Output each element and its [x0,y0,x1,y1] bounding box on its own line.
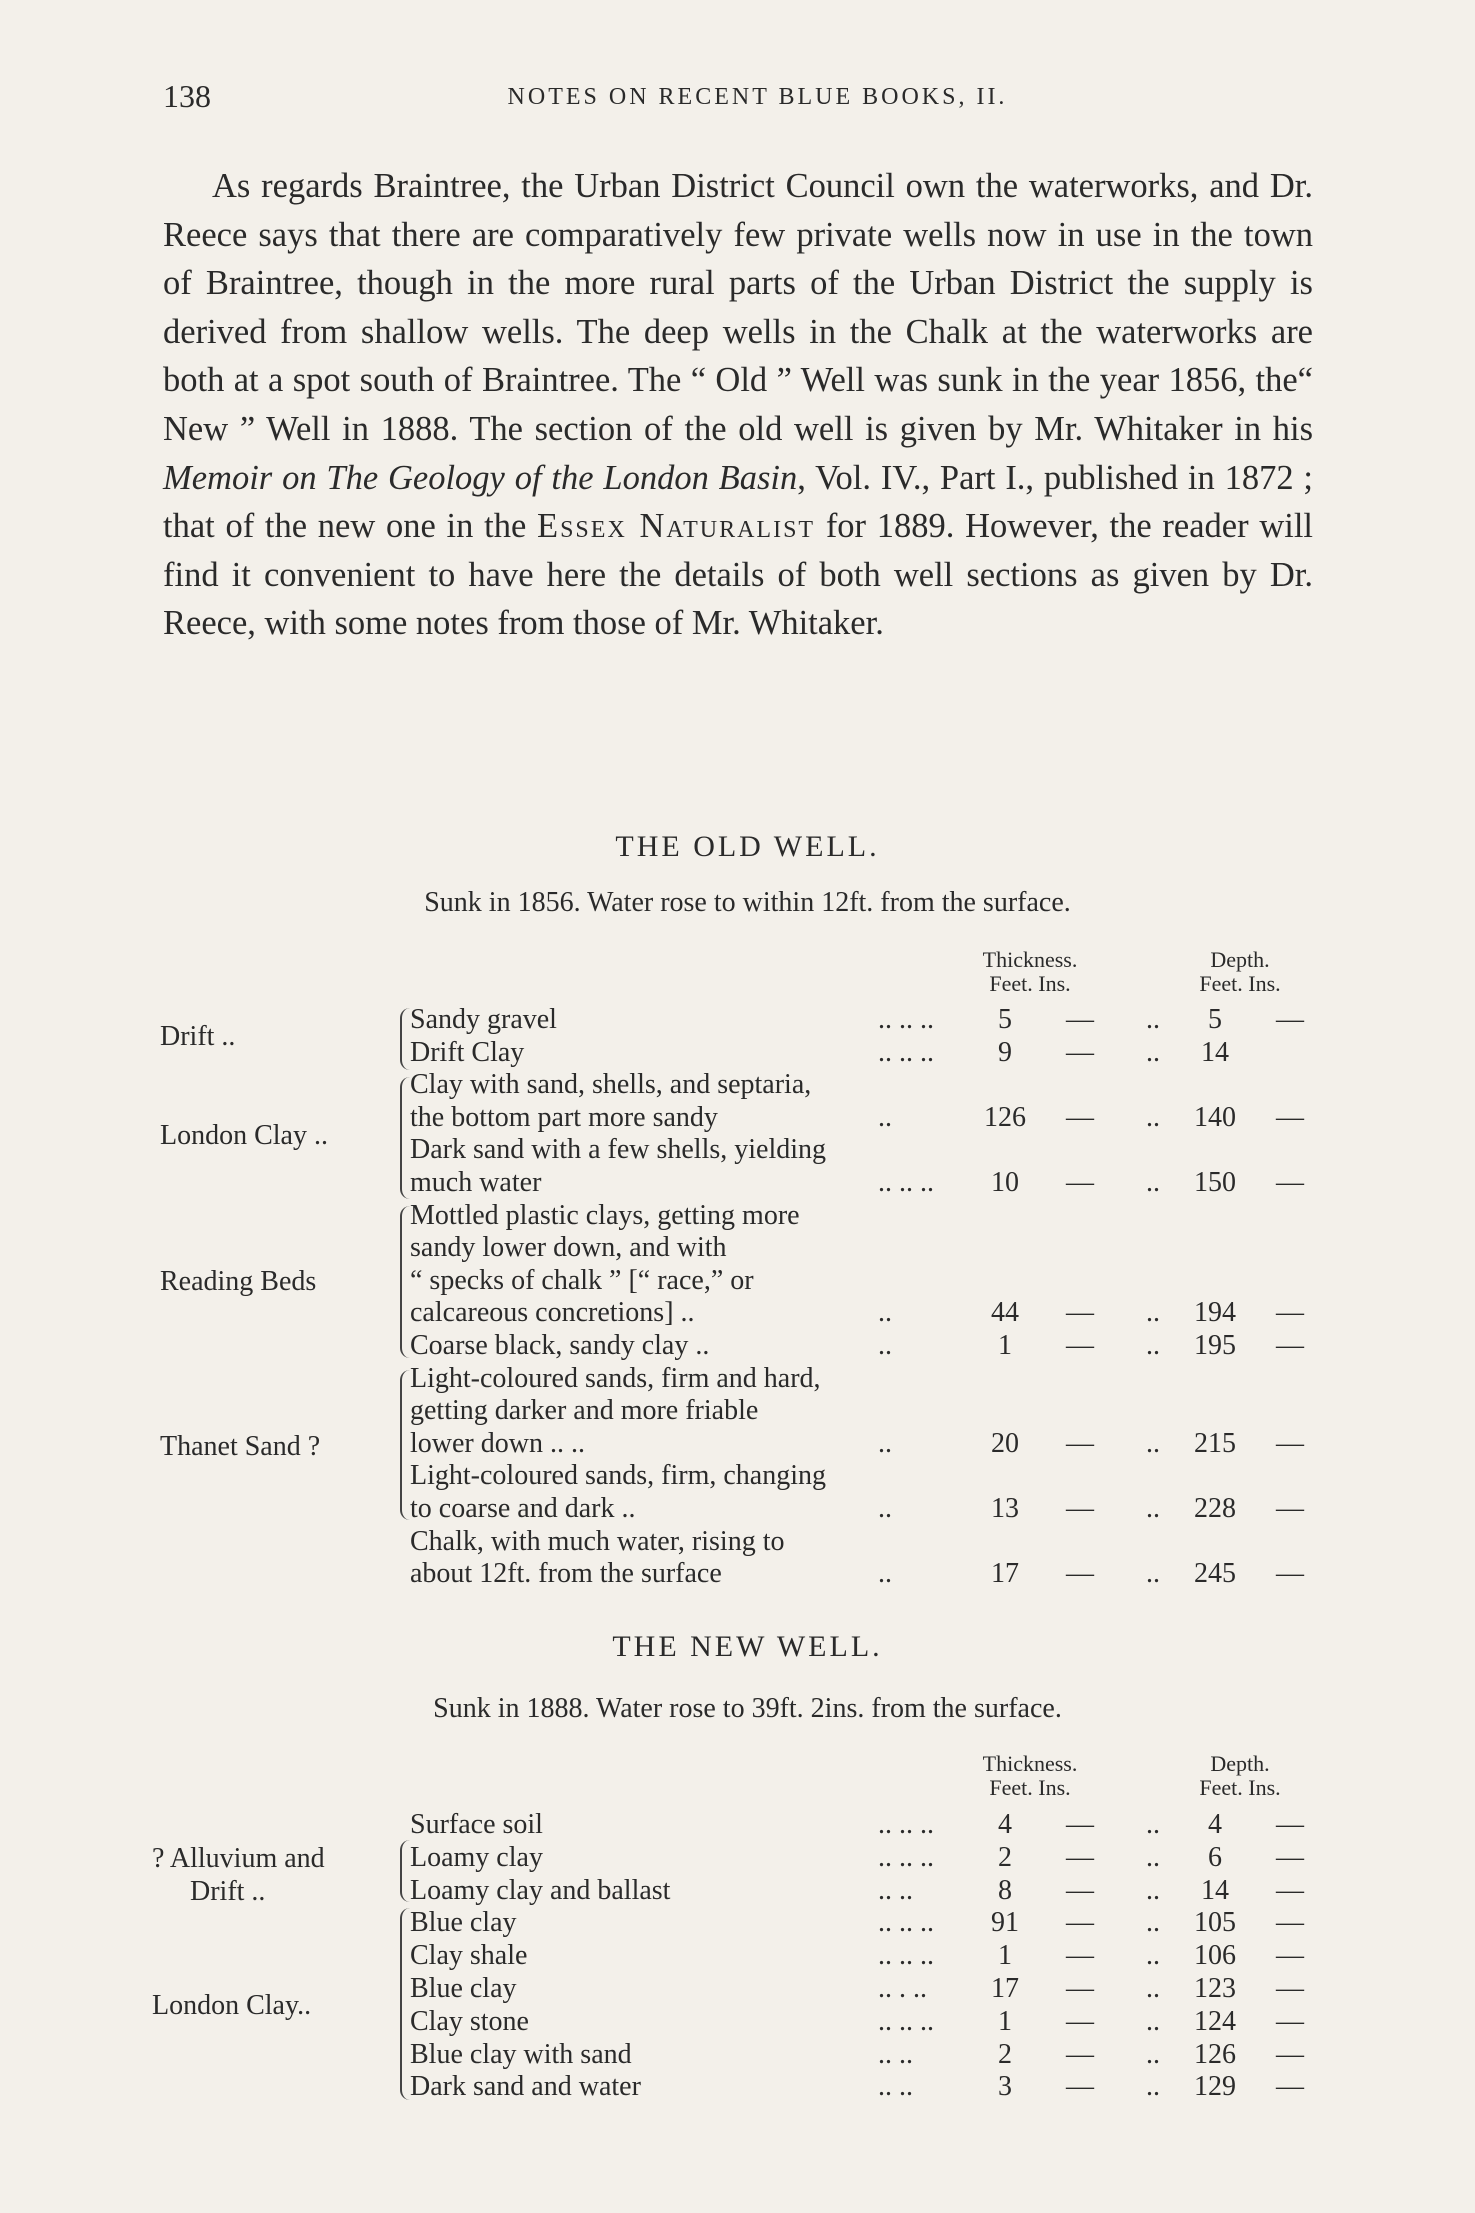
paragraph [163,162,1313,648]
thickness-inches: — [1066,1330,1094,1361]
leader-dots: .. [1146,1330,1160,1361]
leader-dots: .. [1146,1809,1160,1840]
text-run: for 1889. However, the reader will find it convenient to have here the details of both well sections as given by Dr. Reece, with some notes from those of Mr. Whitaker. [163,507,1313,643]
group-label: ? Alluvium and [152,1843,325,1874]
leader-dots: .. [1146,1874,1160,1906]
leader-dots: .. [878,1427,892,1459]
thickness-feet: 3 [998,2071,1012,2103]
depth-inches: — [1276,2005,1304,2037]
group-label: Drift .. [160,1021,236,1052]
table-row [0,1875,1475,1908]
layer-description: Clay with sand, shells, and septaria, [410,1069,812,1101]
depth-inches: — [1276,1101,1304,1133]
thickness-header: Thickness. Feet. Ins. [982,947,1078,996]
group-label: Reading Beds [160,1266,317,1297]
table-row [0,1167,1475,1200]
table-row [0,1200,1475,1233]
leader-dots: .. [1146,1101,1160,1133]
layer-description: Light-coloured sands, firm and hard, [410,1362,821,1394]
thickness-inches: — [1066,2038,1094,2070]
table-row [0,2039,1475,2072]
layer-description: Mottled plastic clays, getting more [410,1199,800,1231]
table-row [0,1428,1475,1461]
thickness-feet: 5 [998,1004,1012,1035]
depth-header: Depth. Feet. Ins. [1199,1751,1281,1800]
memoir-title: Memoir on The Geology of the London Basin [163,458,798,497]
thickness-inches: — [1066,1973,1094,2004]
depth-inches: — [1276,1427,1304,1459]
thickness-inches: — [1066,1809,1094,1840]
layer-description: Dark sand with a few shells, yielding [410,1134,827,1166]
layer-description: Clay stone [410,2005,529,2037]
layer-description: to coarse and dark .. [410,1493,636,1524]
depth-inches: — [1276,1907,1304,1939]
thickness-inches: — [1066,1101,1094,1133]
depth-inches: — [1276,1297,1304,1329]
depth-feet: 6 [1208,1841,1222,1873]
depth-inches: — [1276,1874,1304,1906]
running-head: NOTES ON RECENT BLUE BOOKS, II. [507,84,1008,110]
leader-dots: .. [878,1558,892,1590]
thickness-inches: — [1066,1427,1094,1459]
table-row [0,1037,1475,1070]
table-row [0,1134,1475,1167]
thickness-feet: 2 [998,2038,1012,2070]
leader-dots: .. [1146,1427,1160,1459]
depth-feet: 123 [1194,1973,1236,2004]
thickness-inches: — [1066,2005,1094,2037]
thickness-feet: 1 [998,1330,1012,1361]
depth-feet: 105 [1194,1907,1236,1939]
depth-feet: 245 [1194,1558,1236,1590]
leader-dots: .. .. .. [878,1004,934,1035]
depth-inches: — [1276,1330,1304,1361]
layer-description: Dark sand and water [410,2071,641,2103]
table-row [0,1460,1475,1493]
table-row [0,1069,1475,1102]
layer-description: about 12ft. from the surface [410,1558,722,1590]
depth-feet: 14 [1201,1036,1229,1068]
layer-description: Sandy gravel [410,1004,557,1035]
depth-feet: 129 [1194,2071,1236,2103]
layer-description: Drift Clay [410,1036,525,1068]
thickness-inches: — [1066,1493,1094,1524]
leader-dots: .. [1146,2038,1160,2070]
thickness-feet: 17 [991,1973,1019,2004]
depth-inches: — [1276,1973,1304,2004]
table-row [0,1493,1475,1526]
depth-header: Depth. Feet. Ins. [1199,947,1281,996]
leader-dots: .. [1146,1907,1160,1939]
table-row [0,1102,1475,1135]
table-row [0,1395,1475,1428]
leader-dots: .. [1146,2071,1160,2103]
thickness-inches: — [1066,1036,1094,1068]
depth-feet: 106 [1194,1940,1236,1972]
layer-description: Blue clay with sand [410,2038,632,2070]
leader-dots: .. [1146,1841,1160,1873]
layer-description: Loamy clay and ballast [410,1874,671,1906]
depth-feet: 124 [1194,2005,1236,2037]
layer-description: lower down .. .. [410,1427,585,1459]
thickness-feet: 1 [998,1940,1012,1972]
layer-description: Light-coloured sands, firm, changing [410,1460,827,1492]
thickness-header: Thickness. Feet. Ins. [982,1751,1078,1800]
leader-dots: .. .. .. [878,1841,934,1873]
thickness-feet: 126 [984,1101,1026,1133]
thickness-inches: — [1066,1004,1094,1035]
leader-dots: .. [1146,1973,1160,2004]
leader-dots: .. [1146,2005,1160,2037]
table-row [0,2006,1475,2039]
leader-dots: .. [878,1493,892,1524]
depth-inches: — [1276,1940,1304,1972]
new-well-title: THE NEW WELL. [612,1630,883,1663]
thickness-inches: — [1066,1297,1094,1329]
layer-description: calcareous concretions] .. [410,1297,695,1329]
layer-description: Loamy clay [410,1841,543,1873]
thickness-feet: 17 [991,1558,1019,1590]
table-row [0,1330,1475,1363]
body-text [163,162,1313,648]
table-row [0,1232,1475,1265]
group-label: London Clay .. [160,1120,328,1151]
depth-feet: 5 [1208,1004,1222,1035]
depth-feet: 14 [1201,1874,1229,1906]
depth-inches: — [1276,1809,1304,1840]
thickness-feet: 1 [998,2005,1012,2037]
leader-dots: .. .. .. [878,1167,934,1198]
leader-dots: .. .. .. [878,1809,934,1840]
table-row [0,1265,1475,1298]
layer-description: sandy lower down, and with [410,1232,727,1264]
leader-dots: .. [1146,1940,1160,1972]
thickness-feet: 2 [998,1841,1012,1873]
layer-description: much water [410,1167,542,1198]
depth-inches: — [1276,1004,1304,1035]
leader-dots: .. .. .. [878,1036,934,1068]
layer-description: Surface soil [410,1809,543,1840]
text-run: , Vol. IV., Part I., published in 1872 ; that of the new one in the [163,458,1314,546]
layer-description: Clay shale [410,1940,528,1972]
depth-feet: 195 [1194,1330,1236,1361]
thickness-feet: 20 [991,1427,1019,1459]
depth-inches: — [1276,1493,1304,1524]
old-well-subtitle: Sunk in 1856. Water rose to within 12ft. from the surface. [424,887,1071,918]
leader-dots: .. .. [878,1874,913,1906]
thickness-inches: — [1066,1907,1094,1939]
page-number: 138 [163,78,211,114]
leader-dots: .. [1146,1004,1160,1035]
table-row [0,1907,1475,1940]
table-row [0,1940,1475,1973]
layer-description: Coarse black, sandy clay .. [410,1330,710,1361]
layer-description: getting darker and more friable [410,1395,759,1427]
leader-dots: .. [1146,1558,1160,1590]
depth-inches: — [1276,1841,1304,1873]
depth-feet: 228 [1194,1493,1236,1524]
thickness-feet: 91 [991,1907,1019,1939]
leader-dots: .. [878,1330,892,1361]
depth-feet: 4 [1208,1809,1222,1840]
leader-dots: .. .. [878,2071,913,2103]
table-row [0,1297,1475,1330]
leader-dots: .. [1146,1167,1160,1198]
thickness-inches: — [1066,1558,1094,1590]
new-well-subtitle: Sunk in 1888. Water rose to 39ft. 2ins. from the surface. [433,1693,1062,1724]
leader-dots: .. .. [878,2038,913,2070]
table-row [0,2071,1475,2104]
leader-dots: .. [878,1297,892,1329]
layer-description: “ specks of chalk ” [“ race,” or [410,1264,754,1296]
depth-feet: 140 [1194,1101,1236,1133]
leader-dots: .. [1146,1036,1160,1068]
table-row [0,1973,1475,2006]
thickness-feet: 4 [998,1809,1012,1840]
leader-dots: .. . .. [878,1973,927,2004]
thickness-inches: — [1066,2071,1094,2103]
thickness-inches: — [1066,1167,1094,1198]
layer-description: Chalk, with much water, rising to [410,1525,785,1557]
depth-feet: 215 [1194,1427,1236,1459]
thickness-feet: 13 [991,1493,1019,1524]
thickness-feet: 8 [998,1874,1012,1906]
table-row [0,1526,1475,1559]
depth-inches: — [1276,2071,1304,2103]
group-label: Thanet Sand ? [160,1431,321,1462]
leader-dots: .. [1146,1493,1160,1524]
depth-inches: — [1276,2038,1304,2070]
depth-feet: 126 [1194,2038,1236,2070]
thickness-feet: 44 [991,1297,1019,1329]
depth-inches: — [1276,1558,1304,1590]
layer-description: the bottom part more sandy [410,1101,718,1133]
thickness-feet: 9 [998,1036,1012,1068]
old-well-title: THE OLD WELL. [615,830,880,863]
thickness-inches: — [1066,1841,1094,1873]
group-label: Drift .. [190,1876,266,1907]
table-row [0,1809,1475,1842]
layer-description: Blue clay [410,1973,517,2004]
journal-title: Essex Naturalist [537,507,816,546]
thickness-feet: 10 [991,1167,1019,1198]
depth-inches: — [1276,1167,1304,1198]
leader-dots: .. [878,1101,892,1133]
group-label: London Clay.. [152,1990,312,2021]
table-row [0,1363,1475,1396]
leader-dots: .. .. .. [878,2005,934,2037]
leader-dots: .. .. .. [878,1940,934,1972]
thickness-inches: — [1066,1874,1094,1906]
depth-feet: 150 [1194,1167,1236,1198]
table-row [0,1004,1475,1037]
thickness-inches: — [1066,1940,1094,1972]
leader-dots: .. [1146,1297,1160,1329]
depth-feet: 194 [1194,1297,1236,1329]
layer-description: Blue clay [410,1907,517,1939]
leader-dots: .. .. .. [878,1907,934,1939]
table-row [0,1842,1475,1875]
table-row [0,1558,1475,1591]
text-run: As regards Braintree, the Urban District Council own the waterworks, and Dr. Reece says that there are comparatively few private wells now in use in the town of Braintree, though in the more rural parts of the Urban District the supply is derived from shallow wells. The deep wells in the Chalk at the waterworks are both at a spot south of Braintree. The “ Old ” Well was sunk in the year 1856, the“ New ” Well in 1888. The section of the old well is given by Mr. Whitaker in his [163,167,1313,448]
